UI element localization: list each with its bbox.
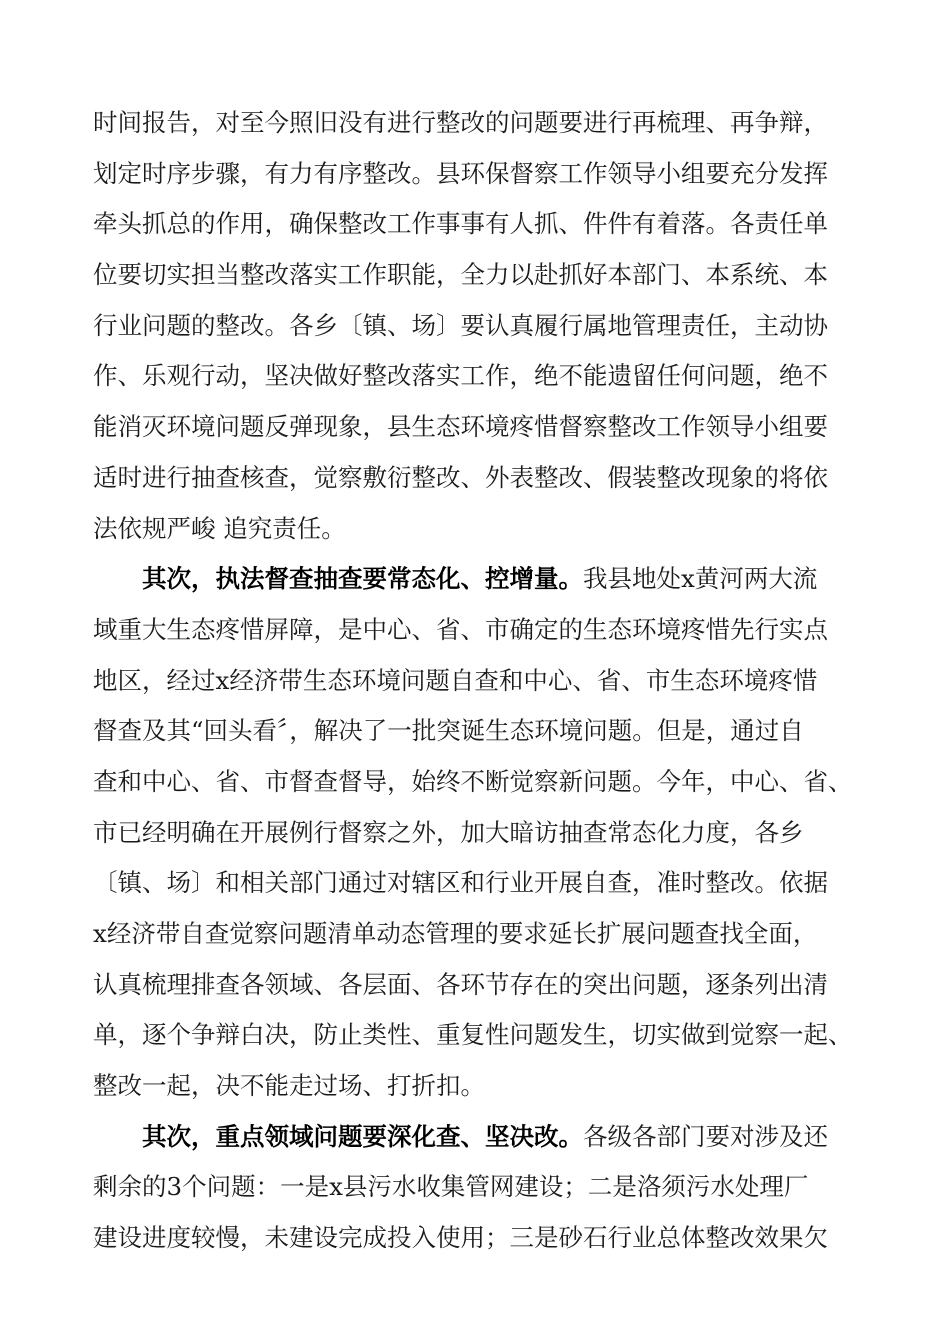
line-text: 剩余的3个问题：一是x县污水收集管网建设；二是洛须污水处理厂 bbox=[93, 1172, 809, 1202]
text-line bbox=[93, 1061, 863, 1112]
text-line bbox=[93, 706, 863, 757]
text-line bbox=[93, 98, 863, 149]
text-line bbox=[93, 149, 863, 200]
line-text: 域重大生态疼惜屏障，是中心、省、市确定的生态环境疼惜先行实点 bbox=[93, 614, 828, 644]
text-line bbox=[93, 656, 863, 707]
text-line bbox=[93, 808, 863, 859]
line-text: 督查及其“回头看〞，解决了一批突诞生态环境问题。但是，通过自 bbox=[93, 716, 804, 746]
text-line bbox=[93, 301, 863, 352]
line-text: 查和中心、省、市督查督导，始终不断觉察新问题。今年，中心、省、 bbox=[93, 766, 853, 796]
line-text: 地区，经过x经济带生态环境问题自查和中心、省、市生态环境疼惜 bbox=[93, 665, 818, 695]
text-line bbox=[93, 757, 863, 808]
line-text: 认真梳理排查各领域、各层面、各环节存在的突出问题，逐条列出清 bbox=[93, 969, 828, 999]
text-line bbox=[93, 199, 863, 250]
text-line bbox=[93, 909, 863, 960]
line-text: 单，逐个争辩白决，防止类性、重复性问题发生，切实做到觉察一起、 bbox=[93, 1020, 853, 1050]
line-text: 能消灭环境问题反弹现象，县生态环境疼惜督察整改工作领导小组要 bbox=[93, 412, 828, 442]
text-line bbox=[93, 504, 863, 555]
line-text: 作、乐观行动，坚决做好整改落实工作，绝不能遗留任何问题，绝不 bbox=[93, 361, 828, 391]
text-line bbox=[93, 453, 863, 504]
line-text: 划定时序步骤，有力有序整改。县环保督察工作领导小组要充分发挥 bbox=[93, 158, 828, 188]
line-text: x经济带自查觉察问题清单动态管理的要求延长扩展问题查找全面， bbox=[93, 919, 818, 948]
paragraph-heading: 其次，重点领域问题要深化查、坚决改。 bbox=[142, 1121, 583, 1151]
text-line bbox=[93, 605, 863, 656]
text-line bbox=[93, 402, 863, 453]
text-line bbox=[93, 960, 863, 1011]
line-text: 建设进度较慢，未建设完成投入使用；三是砂石行业总体整改效果欠 bbox=[93, 1223, 828, 1253]
paragraph-heading: 其次，执法督查抽查要常态化、控增量。 bbox=[142, 564, 583, 594]
text-line bbox=[93, 858, 863, 909]
body-text bbox=[93, 98, 863, 1264]
line-text: 整改一起，决不能走过场、打折扣。 bbox=[93, 1071, 485, 1101]
text-line bbox=[93, 554, 863, 605]
line-text: 各级各部门要对涉及还 bbox=[583, 1121, 828, 1151]
line-text: 市已经明确在开展例行督察之外，加大暗访抽查常态化力度，各乡 bbox=[93, 817, 804, 847]
line-text: 时间报告，对至今照旧没有进行整改的问题要进行再梳理、再争辩， bbox=[93, 108, 828, 137]
line-text: 〔镇、场〕和相关部门通过对辖区和行业开展自查，准时整改。依据 bbox=[93, 868, 828, 898]
line-text: 我县地处x黄河两大流 bbox=[583, 564, 818, 594]
text-line bbox=[93, 1010, 863, 1061]
text-line bbox=[93, 250, 863, 301]
line-text: 行业问题的整改。各乡〔镇、场〕要认真履行属地管理责任，主动协 bbox=[93, 310, 828, 340]
text-line bbox=[93, 1162, 863, 1213]
text-line bbox=[93, 351, 863, 402]
text-line bbox=[93, 1213, 863, 1264]
line-text: 位要切实担当整改落实工作职能，全力以赴抓好本部门、本系统、本 bbox=[93, 260, 828, 290]
text-line bbox=[93, 1112, 863, 1163]
line-text: 法依规严峻 追究责任。 bbox=[93, 513, 346, 543]
line-text: 适时进行抽查核查，觉察敷衍整改、外表整改、假装整改现象的将依 bbox=[93, 462, 828, 492]
line-text: 牵头抓总的作用，确保整改工作事事有人抓、件件有着落。各责任单 bbox=[93, 209, 828, 239]
